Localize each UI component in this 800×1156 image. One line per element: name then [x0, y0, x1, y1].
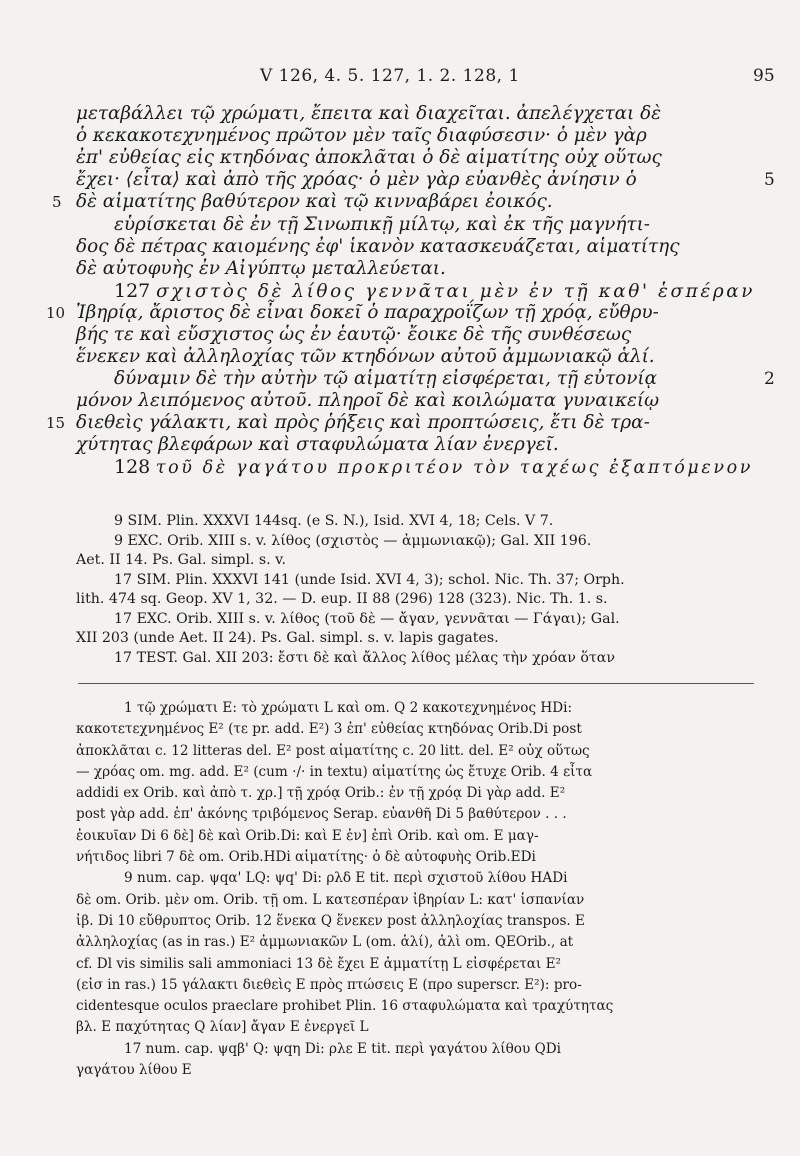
- page-number: 95: [753, 66, 775, 86]
- critical-apparatus: [76, 698, 756, 1081]
- text-line: δύναμιν δὲ τὴν αὐτὴν τῷ αἱματίτῃ εἰσφέρεται, τῇ εὐτονίᾳ: [114, 368, 657, 389]
- apparatus-line: XII 203 (unde Aet. II 24). Ps. Gal. simpl. s. v. lapis gagates.: [76, 630, 499, 646]
- critical-line: ἰβ. Di 10 εὔθρυπτος Orib. 12 ἕνεκα Q ἕνεκεν post ἀλληλοχίας transpos. E: [76, 912, 585, 929]
- text-line: 127 σχιστὸς δὲ λίθος γεννᾶται μὲν ἐν τῇ καθ' ἑσπέραν: [114, 280, 756, 302]
- divider-rule: [78, 683, 754, 684]
- critical-line: κακοτετεχνημένος E² (τε pr. add. E²) 3 ἐπ' εὐθείας κτηδόνας Orib.Di post: [76, 721, 582, 738]
- apparatus-line: 17 TEST. Gal. XII 203: ἔστι δὲ καὶ ἄλλος λίθος μέλας τὴν χρόαν ὅταν: [114, 649, 615, 666]
- critical-line: δὲ om. Orib. μὲν om. Orib. τῇ om. L κατεσπέραν ἰβηρίαν L: κατ' ἱσπανίαν: [76, 891, 585, 908]
- apparatus-line: lith. 474 sq. Geop. XV 1, 32. — D. eup. II 88 (296) 128 (323). Nic. Th. 1. s.: [76, 591, 608, 607]
- testimonia-apparatus: [76, 512, 752, 668]
- line-number: 10: [46, 304, 66, 322]
- apparatus-line: Aet. II 14. Ps. Gal. simpl. s. v.: [76, 552, 287, 568]
- text-line: ἔχει· ⟨εἶτα⟩ καὶ ἀπὸ τῆς χρόας· ὁ μὲν γὰρ εὐανθὲς ἀνίησιν ὁ: [76, 169, 637, 190]
- text-line: μόνον λειπόμενος αὐτοῦ. πληροῖ δὲ καὶ κοιλώματα γυναικείῳ: [76, 390, 660, 411]
- text-line: ἐπ' εὐθείας εἰς κτηδόνας ἀποκλᾶται ὁ δὲ αἱματίτης οὐχ οὕτως: [76, 147, 662, 168]
- text-line: ἕνεκεν καὶ ἀλληλοχίας τῶν κτηδόνων αὐτοῦ ἀμμωνιακῷ ἁλί.: [76, 346, 655, 367]
- text-line: ὁ κεκακοτεχνημένος πρῶτον μὲν ταῖς διαφύσεσιν· ὁ μὲν γὰρ: [76, 125, 647, 146]
- critical-line: (εἰσ in ras.) 15 γάλακτι διεθεὶς E πρὸς πτώσεις E (προ superscr. E²): pro-: [76, 976, 582, 993]
- critical-line: 1 τῷ χρώματι E: τὸ χρώματι L καὶ om. Q 2 κακοτεχνημένος HDi:: [124, 700, 573, 716]
- critical-line: post γὰρ add. ἐπ' ἀκόνης τριβόμενος Serap. εὐανθῆ Di 5 βαθύτερον . . .: [76, 806, 567, 823]
- margin-number: 2: [764, 369, 775, 389]
- text-line: δος δὲ πέτρας καιομένης ἐφ' ἱκανὸν κατασκευάζεται, αἱματίτης: [76, 236, 680, 257]
- text-line: μεταβάλλει τῷ χρώματι, ἔπειτα καὶ διαχεῖται. ἀπελέγχεται δὲ: [76, 103, 662, 124]
- section-number: 128: [114, 456, 151, 478]
- critical-line: ἀλληλοχίας (as in ras.) E² ἀμμωνιακῶν L (om. ἁλί), ἁλὶ om. QEOrib., at: [76, 934, 574, 951]
- text-line: 128 τοῦ δὲ γαγάτου προκριτέον τὸν ταχέως ἐξαπτόμενον: [114, 456, 753, 478]
- text-line: βής τε καὶ εὔσχιστος ὡς ἐν ἑαυτῷ· ἔοικε δὲ τῆς συνθέσεως: [76, 324, 632, 345]
- text-line: διεθεὶς γάλακτι, καὶ πρὸς ῥήξεις καὶ προπτώσεις, ἔτι δὲ τρα-: [76, 412, 650, 433]
- text-line: εὑρίσκεται δὲ ἐν τῇ Σινωπικῇ μίλτῳ, καὶ ἐκ τῆς μαγνήτι-: [114, 214, 651, 235]
- text-line: Ἰβηρίᾳ, ἄριστος δὲ εἶναι δοκεῖ ὁ παραχροΐζων τῇ χρόᾳ, εὔθρυ-: [76, 302, 659, 323]
- apparatus-line: 9 SIM. Plin. XXXVI 144sq. (e S. N.), Isid. XVI 4, 18; Cels. V 7.: [114, 513, 554, 529]
- critical-line: ἀποκλᾶται c. 12 litteras del. E² post αἱματίτης c. 20 litt. del. E² οὐχ οὕτως: [76, 742, 590, 759]
- critical-line: — χρόας om. mg. add. E² (cum ·/· in textu) αἱματίτης ὡς ἔτυχε Orib. 4 εἶτα: [76, 763, 593, 780]
- apparatus-line: 9 EXC. Orib. XIII s. v. λίθος (σχιστὸς — ἀμμωνιακῷ); Gal. XII 196.: [114, 532, 592, 549]
- line-number: 5: [52, 193, 62, 211]
- critical-line: νήτιδος libri 7 δὲ om. Orib.HDi αἱματίτης· ὁ δὲ αὐτοφυὴς Orib.EDi: [76, 849, 536, 866]
- section-number: 127: [114, 280, 151, 302]
- critical-line: 17 num. cap. ψqβ' Q: ψqη Di: ρλε E tit. περὶ γαγάτου λίθου QDi: [124, 1040, 561, 1057]
- page-header: [0, 66, 800, 90]
- text-line: χύτητας βλεφάρων καὶ σταφυλώματα λίαν ἐνεργεῖ.: [76, 434, 559, 455]
- critical-line: cf. Dl vis similis sali ammoniaci 13 δὲ ἔχει E ἀμματίτῃ L εἰσφέρεται E²: [76, 955, 561, 972]
- apparatus-line: 17 SIM. Plin. XXXVI 141 (unde Isid. XVI 4, 3); schol. Nic. Th. 37; Orph.: [114, 571, 625, 588]
- critical-line: cidentesque oculos praeclare prohibet Plin. 16 σταφυλώματα καὶ τραχύτητας: [76, 998, 614, 1015]
- text-line: δὲ αὐτοφυὴς ἐν Αἰγύπτῳ μεταλλεύεται.: [76, 258, 446, 279]
- critical-line: 9 num. cap. ψqα' LQ: ψq' Di: ρλδ E tit. περὶ σχιστοῦ λίθου HADi: [124, 870, 568, 887]
- critical-line: addidi ex Orib. καὶ ἀπὸ τ. χρ.] τῇ χρόᾳ Orib.: ἐν τῇ χρόᾳ Di γὰρ add. E²: [76, 785, 566, 802]
- line-number: 15: [46, 414, 66, 432]
- critical-line: βλ. E παχύτητας Q λίαν] ἄγαν E ἐνεργεῖ L: [76, 1019, 369, 1036]
- running-title: V 126, 4. 5. 127, 1. 2. 128, 1: [260, 66, 520, 86]
- apparatus-line: 17 EXC. Orib. XIII s. v. λίθος (τοῦ δὲ — ἄγαν, γεννᾶται — Γάγαι); Gal.: [114, 610, 620, 627]
- text-line: δὲ αἱματίτης βαθύτερον καὶ τῷ κινναβάρει ἐοικός.: [76, 191, 553, 212]
- margin-number: 5: [764, 170, 775, 190]
- critical-line: ἐοικυῖαν Di 6 δὲ] δὲ καὶ Orib.Di: καὶ E ἐν] ἐπὶ Orib. καὶ om. E μαγ-: [76, 827, 539, 844]
- critical-line: γαγάτου λίθου E: [76, 1062, 192, 1079]
